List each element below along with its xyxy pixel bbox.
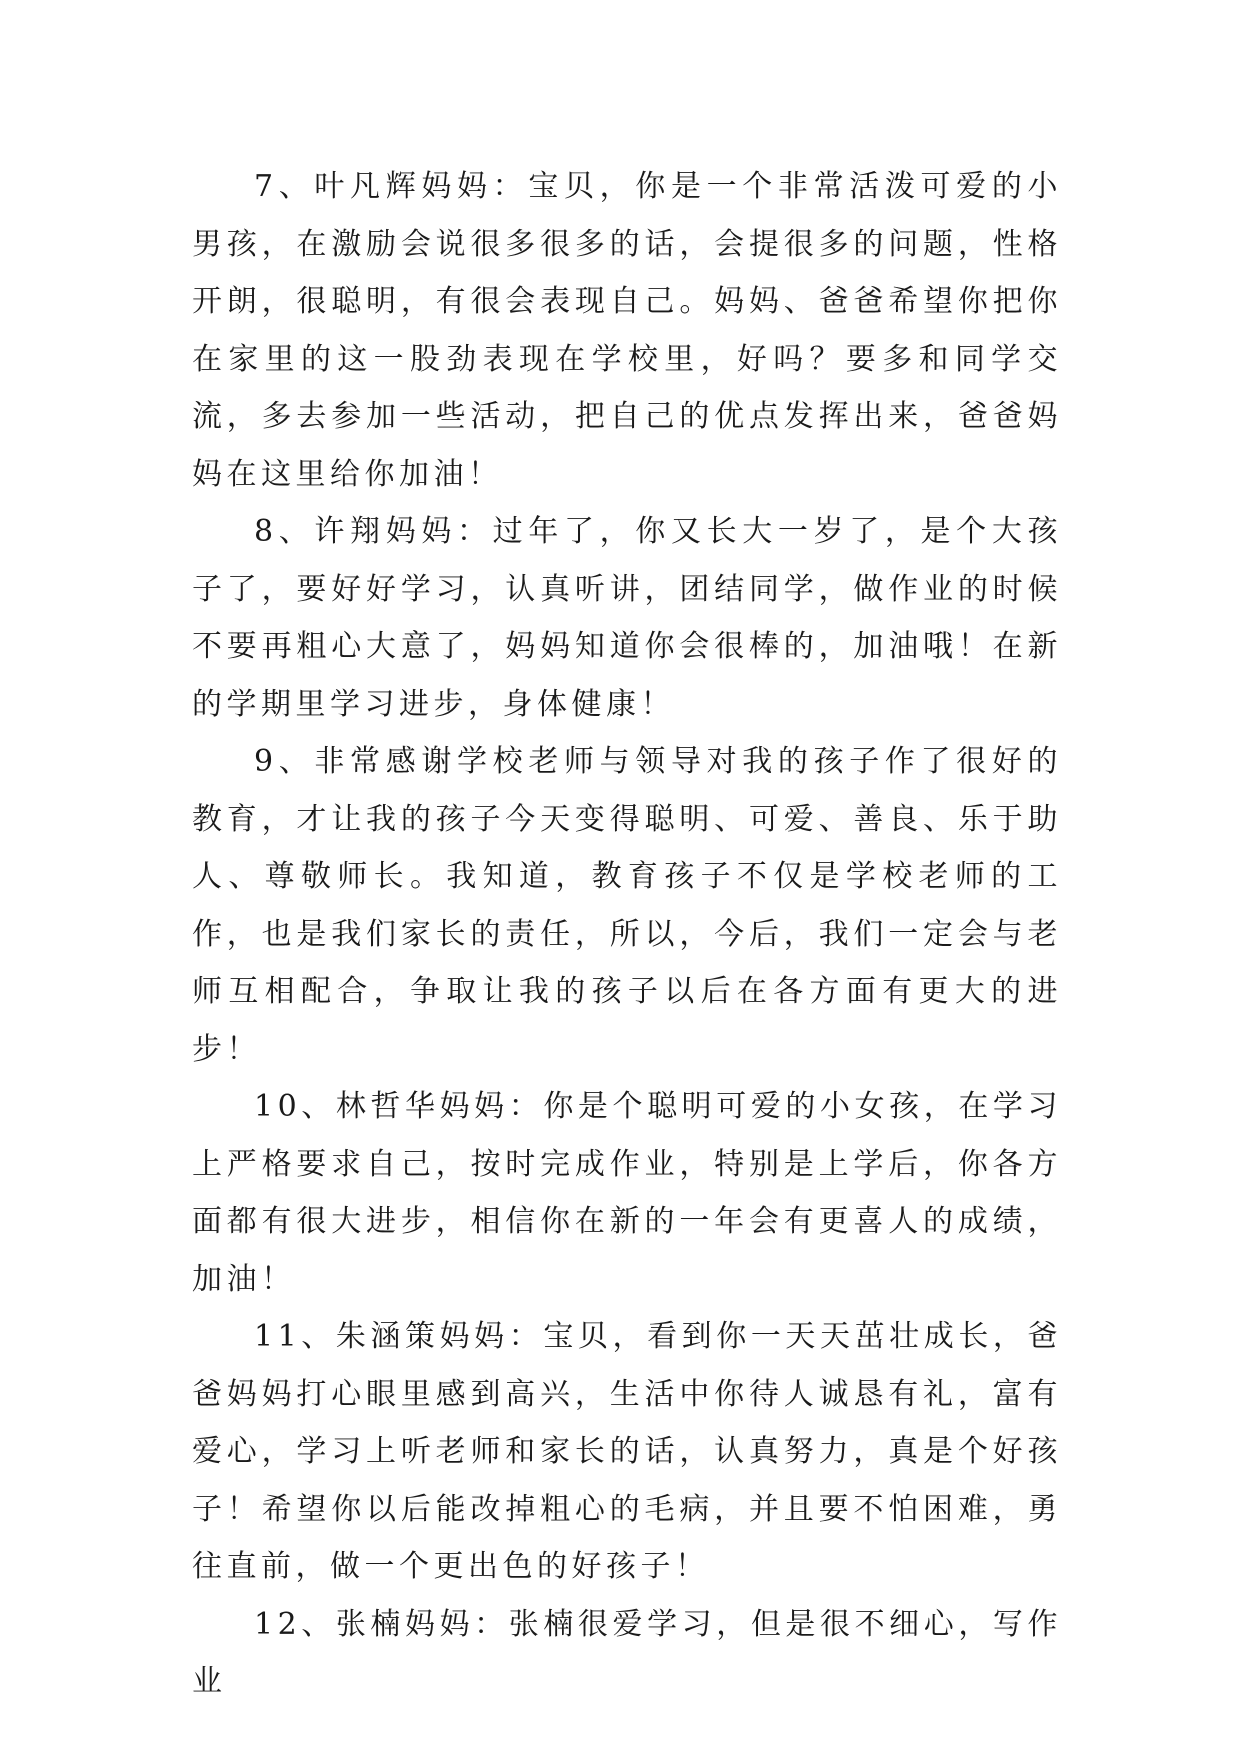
paragraph-11: 11、朱涵策妈妈：宝贝，看到你一天天茁壮成长，爸爸妈妈打心眼里感到高兴，生活中你待人诚恳有礼，富有爱心，学习上听老师和家长的话，认真努力，真是个好孩子！希望你以后能改掉粗心的毛病，并且要不怕困难，勇往直前，做一个更出色的好孩子！ <box>192 1319 1062 1584</box>
paragraph-10: 10、林哲华妈妈：你是个聪明可爱的小女孩，在学习上严格要求自己，按时完成作业，特别是上学后，你各方面都有很大进步，相信你在新的一年会有更喜人的成绩，加油！ <box>192 1089 1062 1297</box>
paragraph-12: 12、张楠妈妈：张楠很爱学习，但是很不细心，写作业 <box>192 1606 1062 1699</box>
paragraph-8: 8、许翔妈妈：过年了，你又长大一岁了，是个大孩子了，要好好学习，认真听讲，团结同学，做作业的时候不要再粗心大意了，妈妈知道你会很棒的，加油哦！在新的学期里学习进步，身体健康！ <box>192 514 1062 722</box>
paragraph-9: 9、非常感谢学校老师与领导对我的孩子作了很好的教育，才让我的孩子今天变得聪明、可爱、善良、乐于助人、尊敬师长。我知道，教育孩子不仅是学校老师的工作，也是我们家长的责任，所以，今后，我们一定会与老师互相配合，争取让我的孩子以后在各方面有更大的进步！ <box>192 744 1062 1067</box>
document-body <box>192 158 1062 1711</box>
paragraph-7: 7、叶凡辉妈妈：宝贝，你是一个非常活泼可爱的小男孩，在激励会说很多很多的话，会提很多的问题，性格开朗，很聪明，有很会表现自己。妈妈、爸爸希望你把你在家里的这一股劲表现在学校里，好吗？要多和同学交流，多去参加一些活动，把自己的优点发挥出来，爸爸妈妈在这里给你加油！ <box>192 169 1062 492</box>
